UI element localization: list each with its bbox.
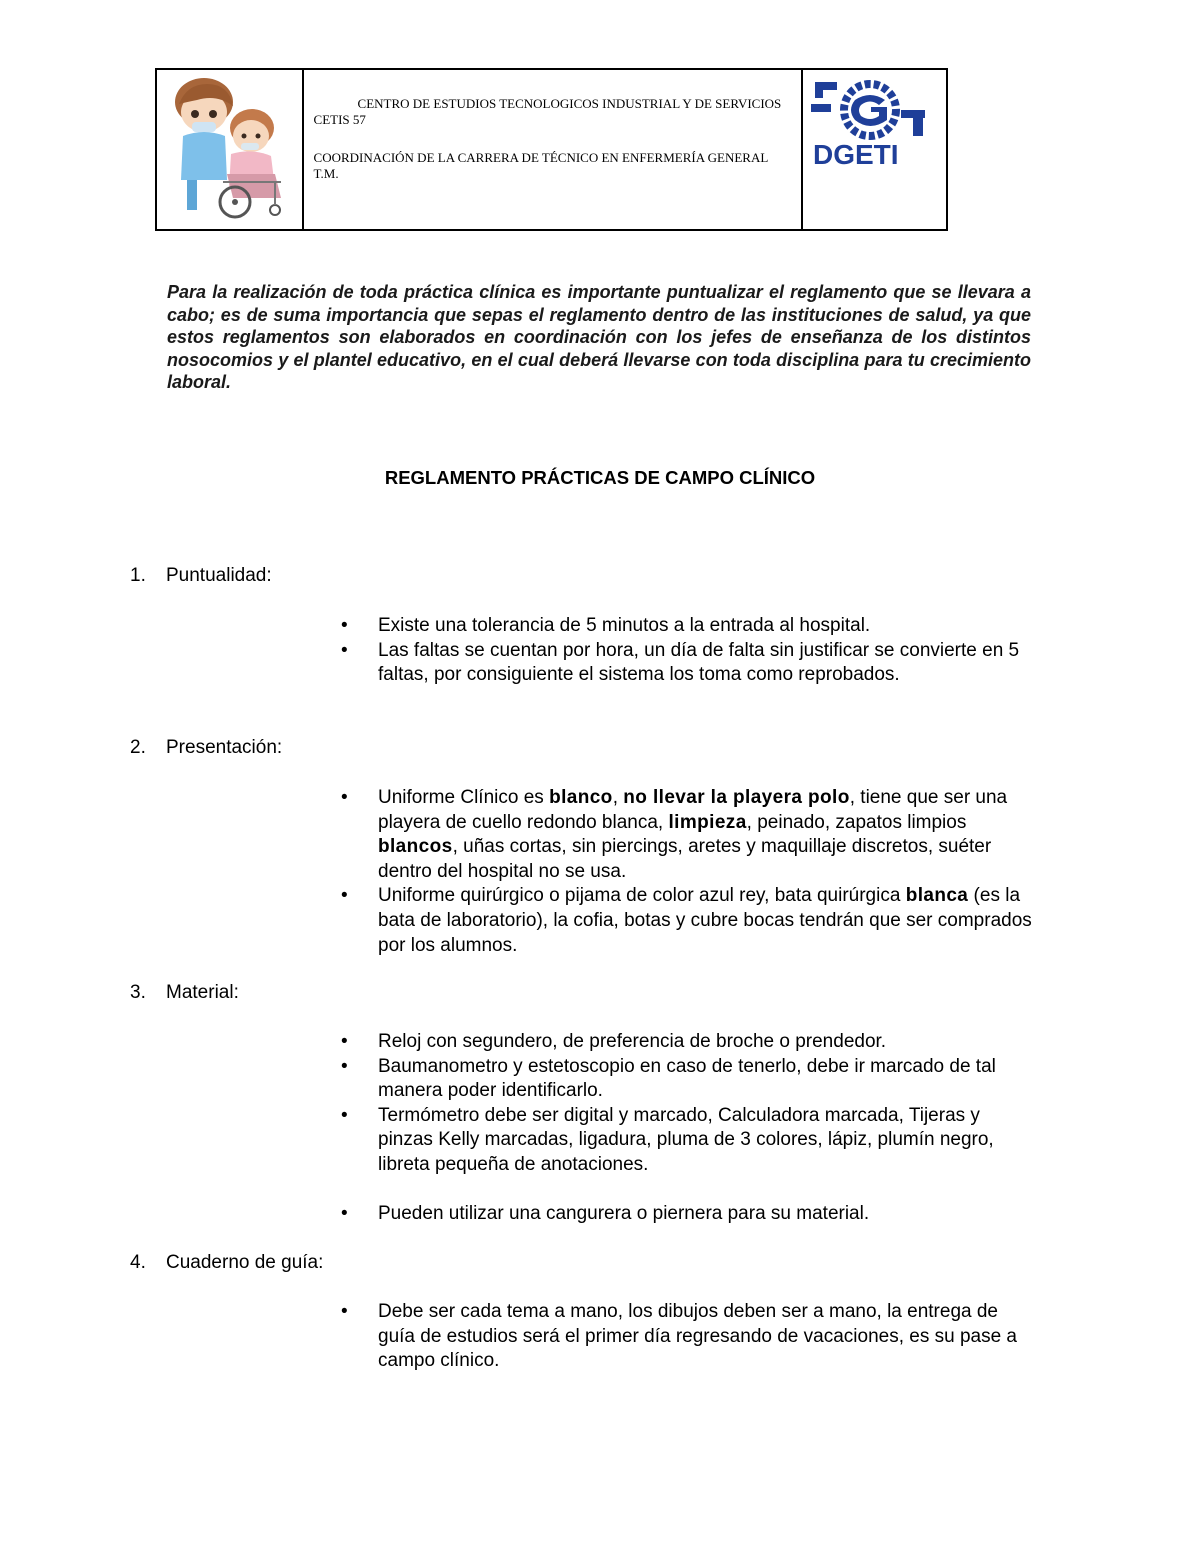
coordination-name: COORDINACIÓN DE LA CARRERA DE TÉCNICO EN ENFERMERÍA GENERAL T.M. [313,150,768,181]
list-item [339,614,1039,639]
spacer [339,1178,1039,1203]
bullet-icon: • [341,615,348,636]
list-item-text: Debe ser cada tema a mano, los dibujos deben ser a mano, la entrega de guía de estudios será el primer día regresando de vacaciones, es su pase a campo clínico. [378,1301,1017,1372]
bullet-list-material [339,1030,1039,1227]
list-item-text: Existe una tolerancia de 5 minutos a la entrada al hospital. [378,615,871,636]
bold-text: blancos [378,836,453,858]
intro-paragraph: Para la realización de toda práctica clínica es importante puntualizar el reglamento que se llevara a cabo; es de suma importancia que sepas el reglamento dentro de las instituciones de salud, ya que estos reglamentos son elaborados en coordinación con los jefes de enseñanza de los distintos nosocomios y el plantel educativo, en el cual deberá llevarse con toda disciplina para tu crecimiento laboral. [167,282,1031,393]
text-run: Uniforme quirúrgico o pijama de color azul rey, bata quirúrgica [378,885,906,907]
header-table [155,68,948,231]
bold-text: blanco [549,787,613,808]
section-number: 1. [130,565,146,586]
institution-name-text: CENTRO DE ESTUDIOS TECNOLOGICOS INDUSTRIAL Y DE SERVICIOS CETIS 57 [313,96,782,127]
list-item-text: Termómetro debe ser digital y marcado, Calculadora marcada, Tijeras y pinzas Kelly marcadas, ligadura, pluma de 3 colores, lápiz, plumín negro, libreta pequeña de anotaciones. [378,1104,994,1175]
text-run: , [612,787,624,808]
section-title: Material: [166,982,239,1003]
text-run: Uniforme Clínico es [378,787,550,808]
text-run: (es la bata de laboratorio), la cofia, botas y cubre bocas tendrán que ser comprados por los alumnos. [378,885,1032,956]
bullet-icon: • [341,885,348,907]
bold-text: blanca [905,885,969,907]
list-item-text: Reloj con segundero, de preferencia de broche o prendedor. [378,1031,887,1052]
section-title: Puntualidad: [166,565,272,586]
text-run: , uñas cortas, sin piercings, aretes y maquillaje discretos, suéter dentro del hospital no se usa. [378,836,992,882]
list-item [339,1055,1039,1104]
page-title: REGLAMENTO PRÁCTICAS DE CAMPO CLÍNICO [384,467,816,488]
bold-text: no llevar la playera polo [623,787,850,808]
bullet-icon: • [341,1055,348,1077]
list-item [339,1202,1039,1227]
bullet-list-puntualidad [339,614,1039,688]
list-item-text: Las faltas se cuentan por hora, un día de falta sin justificar se convierte en 5 faltas, por consiguiente el sistema los toma como reprobados. [378,639,1020,686]
bullet-icon: • [341,1301,348,1322]
list-item-text: Baumanometro y estetoscopio en caso de tenerlo, debe ir marcado de tal manera poder identificarlo. [378,1055,996,1102]
bullet-icon: • [341,1203,348,1225]
list-item [339,786,1039,884]
section-heading-puntualidad [130,565,272,587]
bullet-icon: • [341,1104,348,1126]
section-title: Cuaderno de guía: [166,1252,324,1273]
nurse-illustration [157,70,300,229]
dgeti-logo-text: DGETI [813,139,899,170]
list-item [339,1300,1039,1374]
section-title: Presentación: [166,737,283,758]
text-run: , peinado, zapatos limpios [746,811,967,833]
bold-text: limpieza [668,811,747,833]
bullet-list-presentacion [339,786,1039,958]
section-heading-cuaderno [130,1252,323,1274]
dgeti-logo [803,70,946,229]
header-illustration-cell [157,70,304,229]
text-run: , tiene que ser una playera de cuello redondo blanca, [378,787,1008,833]
list-item [339,639,1039,688]
bullet-icon: • [341,639,348,661]
section-number: 3. [130,982,146,1003]
list-item-text: Pueden utilizar una cangurera o piernera para su material. [378,1203,870,1225]
bullet-icon: • [341,787,348,808]
section-number: 4. [130,1252,146,1273]
list-item [339,1030,1039,1055]
section-number: 2. [130,737,146,758]
section-heading-material [130,982,239,1004]
section-heading-presentacion [130,737,282,759]
bullet-icon: • [341,1031,348,1052]
header-text-cell [304,70,803,229]
bullet-list-cuaderno [339,1300,1039,1374]
header-logo-cell [803,70,946,229]
list-item [339,1104,1039,1178]
list-item [339,884,1039,958]
institution-name [314,96,784,128]
